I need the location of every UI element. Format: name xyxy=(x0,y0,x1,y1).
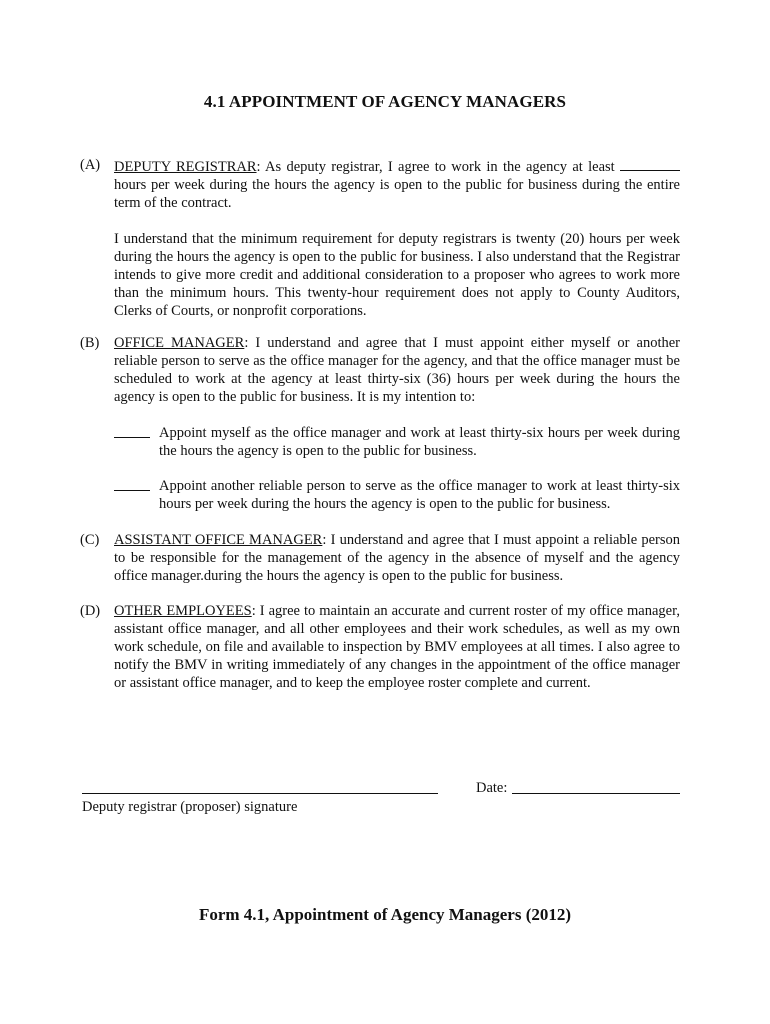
section-body xyxy=(114,156,680,320)
option-appoint-another xyxy=(114,477,680,513)
signature-line xyxy=(82,793,438,794)
section-text: : I understand and agree that I must appoint a reliable person to be responsible for the management of the agency in the absence of myself and the agency office manager.during the hours the agency is open to the public for business. xyxy=(114,532,680,584)
date-label: Date: xyxy=(476,780,508,796)
document-title: 4.1 APPOINTMENT OF AGENCY MANAGERS xyxy=(203,92,567,111)
option-blank xyxy=(114,490,150,491)
section-heading: OFFICE MANAGER xyxy=(114,335,245,351)
section-text: : As deputy registrar, I agree to work in the agency at least xyxy=(256,159,615,175)
section-paragraph: I understand that the minimum requirement for deputy registrars is twenty (20) hours per week during the hours the agency is open to the public for business. I also understand that the Registrar intends to give more credit and additional consideration to a proposer who agrees to work more than the minimum hours. This twenty-hour requirement does not apply to County Auditors, Clerks of Courts, or nonprofit corporations. xyxy=(114,231,680,319)
option-blank xyxy=(114,437,150,438)
section-text: : I understand and agree that I must appoint either myself or another reliable person to serve as the office manager for the agency, and that the office manager must be scheduled to work at the agency at least thirty-six (36) hours per week during the hours the agency is open to the public for business. It is my intention to: xyxy=(114,335,680,405)
section-letter: (D) xyxy=(80,603,101,619)
section-c xyxy=(80,531,680,585)
section-a xyxy=(80,156,680,320)
section-text-continued: hours per week during the hours the agency is open to the public for business during the entire term of the contract. xyxy=(114,177,680,211)
section-b xyxy=(80,334,680,406)
form-footer-title: Form 4.1, Appointment of Agency Managers (2012) xyxy=(198,905,572,924)
option-text: Appoint myself as the office manager and work at least thirty-six hours per week during the hours the agency is open to the public for business. xyxy=(159,425,680,459)
section-body xyxy=(114,334,680,406)
section-letter: (A) xyxy=(80,157,101,173)
section-heading: OTHER EMPLOYEES xyxy=(114,603,252,619)
section-d xyxy=(80,602,680,692)
section-heading: ASSISTANT OFFICE MANAGER xyxy=(114,532,323,548)
date-line xyxy=(512,793,680,794)
section-letter: (C) xyxy=(80,532,100,548)
section-letter: (B) xyxy=(80,335,100,351)
section-heading: DEPUTY REGISTRAR xyxy=(114,159,257,175)
option-text: Appoint another reliable person to serve as the office manager to work at least thirty-six hours per week during the hours the agency is open to the public for business. xyxy=(159,478,680,512)
option-appoint-myself xyxy=(114,424,680,460)
section-body xyxy=(114,602,680,692)
signature-label: Deputy registrar (proposer) signature xyxy=(82,799,298,815)
section-text: : I agree to maintain an accurate and current roster of my office manager, assistant office manager, and all other employees and their work schedules, as well as my own work schedule, on file and available to inspection by BMV employees at all times. I also agree to notify the BMV in writing immediately of any changes in the appointment of the office manager or assistant office manager, and to keep the employee roster complete and current. xyxy=(114,603,680,691)
section-body xyxy=(114,531,680,585)
hours-blank xyxy=(620,156,680,171)
